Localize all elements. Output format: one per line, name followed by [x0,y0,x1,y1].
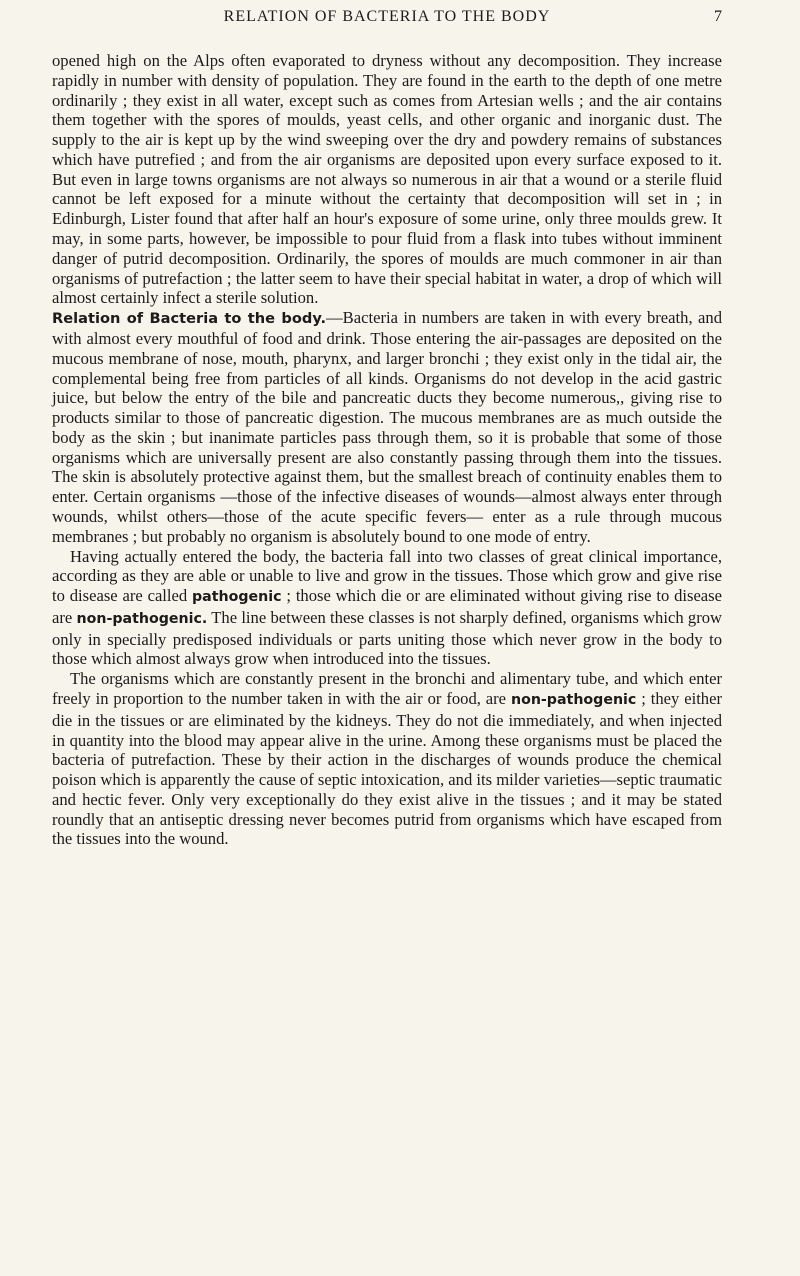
paragraph-continuation [52,51,722,308]
paragraph-text: ; those which die or are eliminated without giving rise to disease are [52,586,722,627]
paragraph-text: The line between these classes is not sharply defined, organisms which grow only in specially predisposed individuals or parts uniting those which never grow in the body to those which almost always grow when introduced into the tissues. [52,607,722,669]
paragraph-text: ; they either die in the tissues or are eliminated by the kidneys. They do not die immediately, and when injected in quantity into the blood may appear alive in the urine. Among these organisms must be placed the bacteria of putrefaction. These by their action in the discharges of wounds produce the chemical poison which is apparently the cause of septic intoxication, and its milder varieties—septic traumatic and hectic fever. Only very exceptionally do they exist alive in the tissues ; and it may be stated roundly that an antiseptic dressing never becomes putrid from organisms which have escaped from the tissues into the wound. [52,689,723,849]
running-title: RELATION OF BACTERIA TO THE BODY [223,8,551,25]
paragraph-text: opened high on the Alps often evaporated to dryness without any decomposition. They increase rapidly in number with density of population. They are found in the earth to the depth of one metre ordinarily ; they exist in all water, except such as comes from Artesian wells ; and the air contains them together with the spores of moulds, yeast cells, and other organic and inorganic dust. The supply to the air is kept up by the wind sweeping over the dry and powdery remains of substances which have putrefied ; and from the air organisms are deposited upon every surface exposed to it. But even in large towns organisms are not always so numerous in air that a wound or a sterile fluid cannot be left exposed for a minute without the certainty that decomposition will set in ; in Edinburgh, Lister found that after half an hour's exposure of some urine, only three moulds grew. It may, in some parts, however, be impossible to pour fluid from a flask into tubes without imminent danger of putrid decomposition. Ordinarily, the spores of moulds are much commoner in air than organisms of putrefaction ; the latter seem to have their special habitat in water, a drop of which will almost certainly infect a sterile solution. [52,51,722,308]
section-heading: Relation of Bacteria to the body. [52,310,327,328]
running-head [52,8,722,32]
page-number: 7 [714,8,722,25]
term-pathogenic: pathogenic [192,589,282,606]
paragraph-classes [52,547,722,670]
paragraph-text: —Bacteria in numbers are taken in with every breath, and with almost every mouthful of food and drink. Those entering the air-passages are deposited on the mucous membrane of nose, mouth, pharynx, and larger bronchi ; they exist only in the tidal air, the complemental being free from particles of all kinds. Organisms do not develop in the acid gastric juice, but below the entry of the bile and pancreatic ducts they become numerous,, giving rise to products similar to those of pancreatic digestion. The mucous membranes are as much outside the body as the skin ; but inanimate particles pass through them, so it is probable that some of those organisms which are universally present are also constantly passing through them into the tissues. The skin is absolutely protective against them, but the smallest breach of continuity enables them to enter. Certain organisms —those of the infective diseases of wounds—almost always enter through wounds, whilst others—those of the acute specific fevers— enter as a rule through mucous membranes ; but probably no organism is absolutely bound to one mode of entry. [52,308,722,546]
paragraph-text: The organisms which are constantly present in the bronchi and alimentary tube, and which enter freely in proportion to the number taken in with the air or food, are [52,669,722,708]
paragraph-relation-of-bacteria [52,308,722,546]
term-non-pathogenic: non-pathogenic. [76,610,208,627]
paragraph-organisms [52,669,722,849]
body-text [52,51,722,849]
paragraph-text: Having actually entered the body, the bacteria fall into two classes of great clinical importance, according as they are able or unable to live and grow in the tissues. Those which grow and give rise to disease are called [52,546,722,606]
term-non-pathogenic: non-pathogenic [510,692,637,708]
